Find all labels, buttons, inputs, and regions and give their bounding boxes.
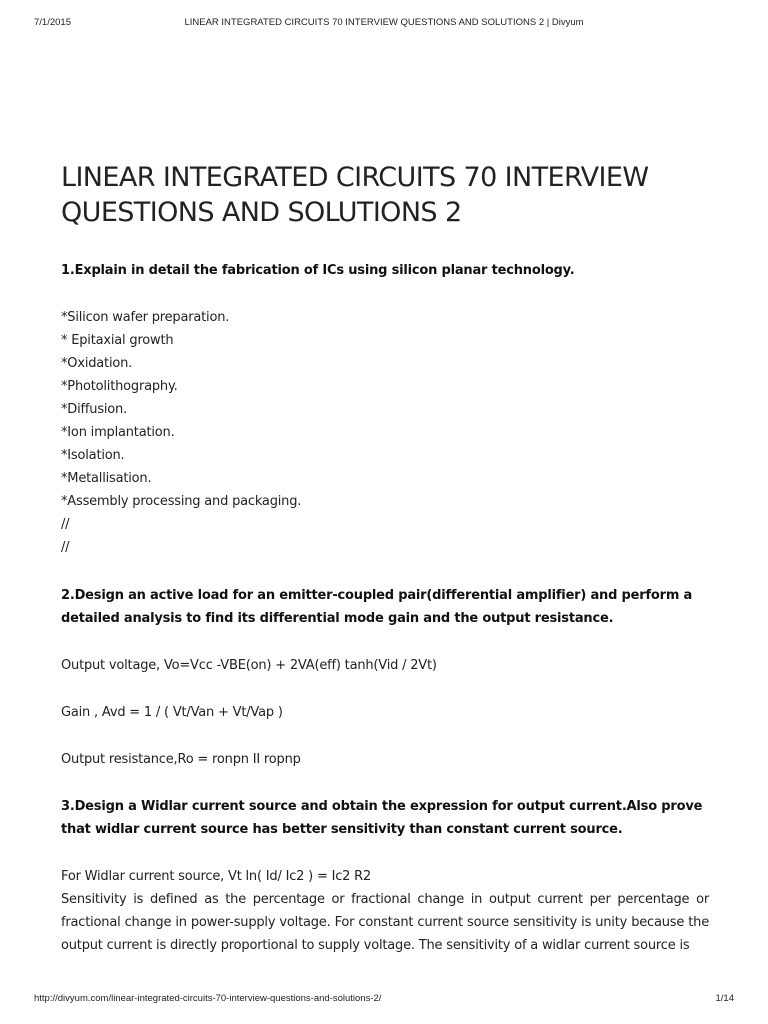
print-page-title: LINEAR INTEGRATED CIRCUITS 70 INTERVIEW QUESTIONS AND SOLUTIONS 2 | Divyum <box>184 17 584 28</box>
gain-formula: Gain , Avd = 1 / ( Vt/Van + Vt/Vap ) <box>61 705 283 720</box>
list-item: *Diffusion. <box>61 402 128 417</box>
question-3: 3.Design a Widlar current source and obtain the expression for output current.Also prove that widlar current source has better sensitivity than constant current source. <box>61 799 703 837</box>
print-url: http://divyum.com/linear-integrated-circuits-70-interview-questions-and-solutions-2/ <box>34 993 382 1004</box>
list-item: // <box>61 517 70 532</box>
list-item: // <box>61 540 70 555</box>
fabrication-steps-list <box>61 306 709 559</box>
article-title: LINEAR INTEGRATED CIRCUITS 70 INTERVIEW QUESTIONS AND SOLUTIONS 2 <box>61 162 649 228</box>
article-content <box>61 160 709 957</box>
print-header <box>34 17 734 31</box>
output-resistance-formula: Output resistance,Ro = ronpn II ropnp <box>61 752 301 767</box>
output-voltage-formula: Output voltage, Vo=Vcc -VBE(on) + 2VA(eff) tanh(Vid / 2Vt) <box>61 658 437 673</box>
list-item: * Epitaxial growth <box>61 333 174 348</box>
print-date: 7/1/2015 <box>34 17 71 28</box>
list-item: *Ion implantation. <box>61 425 175 440</box>
list-item: *Oxidation. <box>61 356 133 371</box>
question-2: 2.Design an active load for an emitter-coupled pair(differential amplifier) and perform a detailed analysis to find its differential mode gain and the output resistance. <box>61 588 693 626</box>
list-item: *Isolation. <box>61 448 125 463</box>
list-item: *Assembly processing and packaging. <box>61 494 302 509</box>
sensitivity-paragraph: Sensitivity is defined as the percentage or fractional change in output current per percentage or fractional change in power-supply voltage. For constant current source sensitivity is unity because the output current is directly proportional to supply voltage. The sensitivity of a widlar current source is <box>61 892 709 953</box>
list-item: *Photolithography. <box>61 379 178 394</box>
page-number: 1/14 <box>715 993 734 1004</box>
print-footer <box>34 993 734 1007</box>
question-1: 1.Explain in detail the fabrication of ICs using silicon planar technology. <box>61 263 575 278</box>
widlar-formula: For Widlar current source, Vt ln( Id/ Ic2 ) = Ic2 R2 <box>61 869 372 884</box>
list-item: *Metallisation. <box>61 471 152 486</box>
list-item: *Silicon wafer preparation. <box>61 310 230 325</box>
